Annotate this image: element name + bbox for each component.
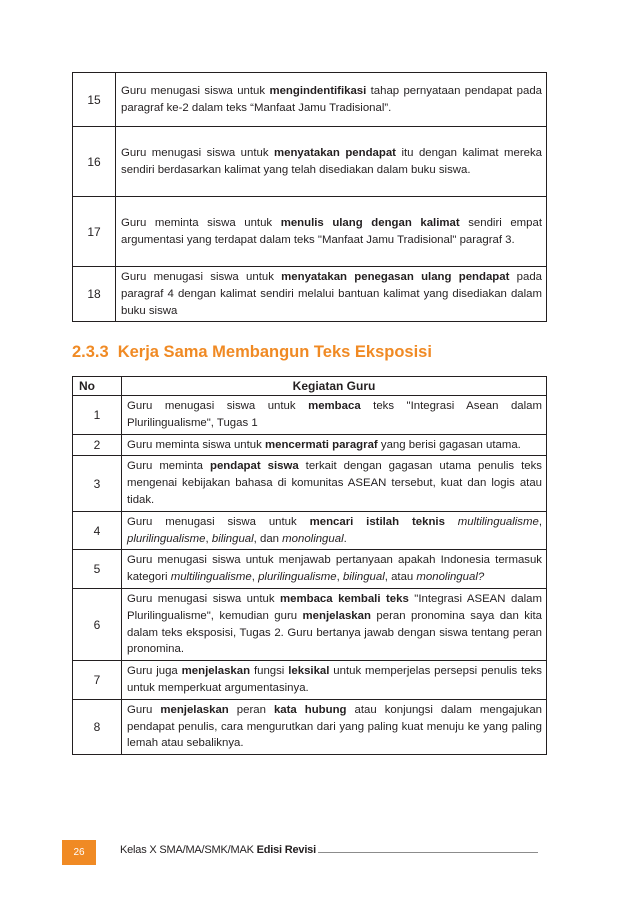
emphasis-bold: leksikal (288, 665, 330, 678)
emphasis-bold: mencermati paragraf (265, 438, 378, 451)
row-activity-text (122, 456, 547, 511)
emphasis-bold: kata hubung (273, 703, 347, 716)
text-segment: fungsi (250, 665, 289, 678)
table-row (73, 661, 547, 700)
table-row (73, 699, 547, 754)
text-segment: terkait dengan gagasan utama penulis teks mengenai kebijakan bahasa di komunitas ASEAN tersebut, kuat dan logis atau tidak. (127, 460, 542, 506)
term-italic: multilingualisme (457, 515, 539, 528)
table-header-row (73, 377, 547, 396)
row-activity-text (116, 127, 547, 197)
emphasis-bold: mengindentifikasi (269, 84, 367, 97)
text-segment: atau konjungsi dalam mengajukan pendapat penulis, cara mengurutkan dari yang paling kuat menuju ke yang paling lemah atau sebaliknya. (127, 703, 542, 750)
table-row (73, 456, 547, 511)
emphasis-bold: menyatakan penegasan ulang pendapat (281, 271, 510, 283)
row-activity-text (122, 434, 547, 456)
header-no: No (73, 377, 122, 396)
row-number: 16 (73, 127, 116, 197)
text-segment: itu dengan kalimat mereka sendiri berdasarkan kalimat yang telah disediakan dalam buku siswa. (121, 146, 543, 176)
row-number: 15 (73, 73, 116, 127)
edition-label: Edisi Revisi (256, 844, 316, 856)
page-number: 26 (73, 847, 85, 858)
text-segment: Guru menugasi siswa untuk (121, 271, 282, 283)
footer-divider (318, 852, 538, 853)
row-activity-text (122, 511, 547, 550)
text-segment: . (343, 532, 347, 545)
term-italic: bilingual (211, 532, 254, 545)
row-number: 5 (73, 550, 122, 589)
text-segment: , atau (384, 571, 417, 584)
term-italic: monolingual (282, 532, 344, 545)
top-activity-table (72, 72, 547, 322)
text-segment: , (205, 532, 212, 545)
row-number: 18 (73, 267, 116, 322)
text-segment: "Integrasi ASEAN dalam Plurilingualisme", kemudian guru (127, 592, 543, 622)
row-number: 6 (73, 588, 122, 660)
row-number: 7 (73, 661, 122, 700)
term-italic: multilingualisme (170, 571, 252, 584)
emphasis-bold: pendapat siswa (210, 460, 299, 473)
table-row (73, 588, 547, 660)
text-segment: Guru menugasi siswa untuk (127, 515, 310, 528)
row-number: 17 (73, 197, 116, 267)
table-row (73, 127, 547, 197)
book-class-label: Kelas X SMA/MA/SMK/MAK (120, 844, 254, 856)
text-segment: , (538, 515, 542, 528)
text-segment: Guru juga (127, 665, 182, 678)
text-segment: Guru meminta siswa untuk (127, 438, 266, 451)
row-activity-text (122, 588, 547, 660)
term-italic: plurilingualisme (127, 532, 206, 545)
text-segment: untuk memperjelas persepsi penulis teks untuk memperkuat argumentasinya. (127, 665, 542, 694)
table-row (73, 197, 547, 267)
top-table-body (73, 73, 547, 322)
term-italic: bilingual (342, 571, 385, 584)
row-activity-text (122, 396, 547, 435)
text-segment: , dan (253, 532, 283, 545)
row-activity-text (116, 197, 547, 267)
term-italic: monolingual? (416, 571, 485, 584)
text-segment: Guru menugasi siswa untuk (121, 84, 270, 97)
row-number: 1 (73, 396, 122, 435)
table-row (73, 434, 547, 456)
emphasis-bold: membaca (308, 400, 361, 412)
emphasis-bold: membaca kembali teks (280, 592, 409, 605)
table-header (73, 377, 547, 396)
table-row (73, 267, 547, 322)
text-segment: , (336, 571, 343, 584)
text-segment: Guru menugasi siswa untuk (127, 400, 309, 412)
text-segment: peran (228, 703, 274, 716)
row-activity-text (116, 267, 547, 322)
row-number: 3 (73, 456, 122, 511)
row-activity-text (116, 73, 547, 127)
text-segment: Guru menugasi siswa untuk (127, 592, 281, 605)
table-row (73, 550, 547, 589)
text-segment: sendiri empat argumentasi yang terdapat dalam teks "Manfaat Jamu Tradisional" paragraf 3. (121, 216, 543, 246)
text-segment: pada paragraf 4 dengan kalimat sendiri melalui bantuan kalimat yang disediakan dalam buku siswa (121, 271, 542, 317)
term-italic: plurilingualisme (258, 571, 337, 584)
table-row (73, 511, 547, 550)
text-segment: , (251, 571, 259, 584)
section-heading (72, 343, 432, 362)
row-activity-text (122, 699, 547, 754)
row-number: 8 (73, 699, 122, 754)
emphasis-bold: menulis ulang dengan kalimat (280, 216, 460, 229)
row-activity-text (122, 550, 547, 589)
text-segment: Guru meminta siswa untuk (121, 216, 281, 229)
section-number: 2.3.3 (72, 343, 109, 361)
text-segment: teks "Integrasi Asean dalam Plurilingualisme", Tugas 1 (127, 400, 542, 429)
section-title: Kerja Sama Membangun Teks Eksposisi (117, 343, 432, 361)
header-activity: Kegiatan Guru (122, 377, 547, 396)
footer-book-title (120, 844, 316, 856)
teacher-activity-table (72, 376, 547, 755)
emphasis-bold: menjelaskan (302, 609, 371, 622)
text-segment: yang berisi gagasan utama. (377, 438, 521, 451)
emphasis-bold: menyatakan pendapat (274, 146, 396, 159)
text-segment: Guru meminta (127, 460, 210, 473)
text-segment: Guru menugasi siswa untuk (121, 146, 274, 159)
table-row (73, 396, 547, 435)
page-number-box (62, 840, 96, 865)
row-activity-text (122, 661, 547, 700)
text-segment: Guru (127, 703, 161, 716)
emphasis-bold: menjelaskan (181, 665, 251, 678)
row-number: 4 (73, 511, 122, 550)
row-number: 2 (73, 434, 122, 456)
emphasis-bold: menjelaskan (160, 703, 229, 716)
text-segment (445, 516, 458, 528)
text-segment: peran pronomina saya dan kita dalam teks eksposisi, Tugas 2. Guru bertanya jawab dengan siswa tentang peran pronomina. (127, 609, 542, 656)
text-segment: Guru menugasi siswa untuk menjawab pertanyaan apakah Indonesia termasuk kategori (127, 554, 542, 584)
table-row (73, 73, 547, 127)
text-segment: tahap pernyataan pendapat pada paragraf ke-2 dalam teks “Manfaat Jamu Tradisional”. (121, 84, 543, 114)
bottom-table-body (73, 396, 547, 755)
emphasis-bold: mencari istilah teknis (309, 515, 445, 528)
